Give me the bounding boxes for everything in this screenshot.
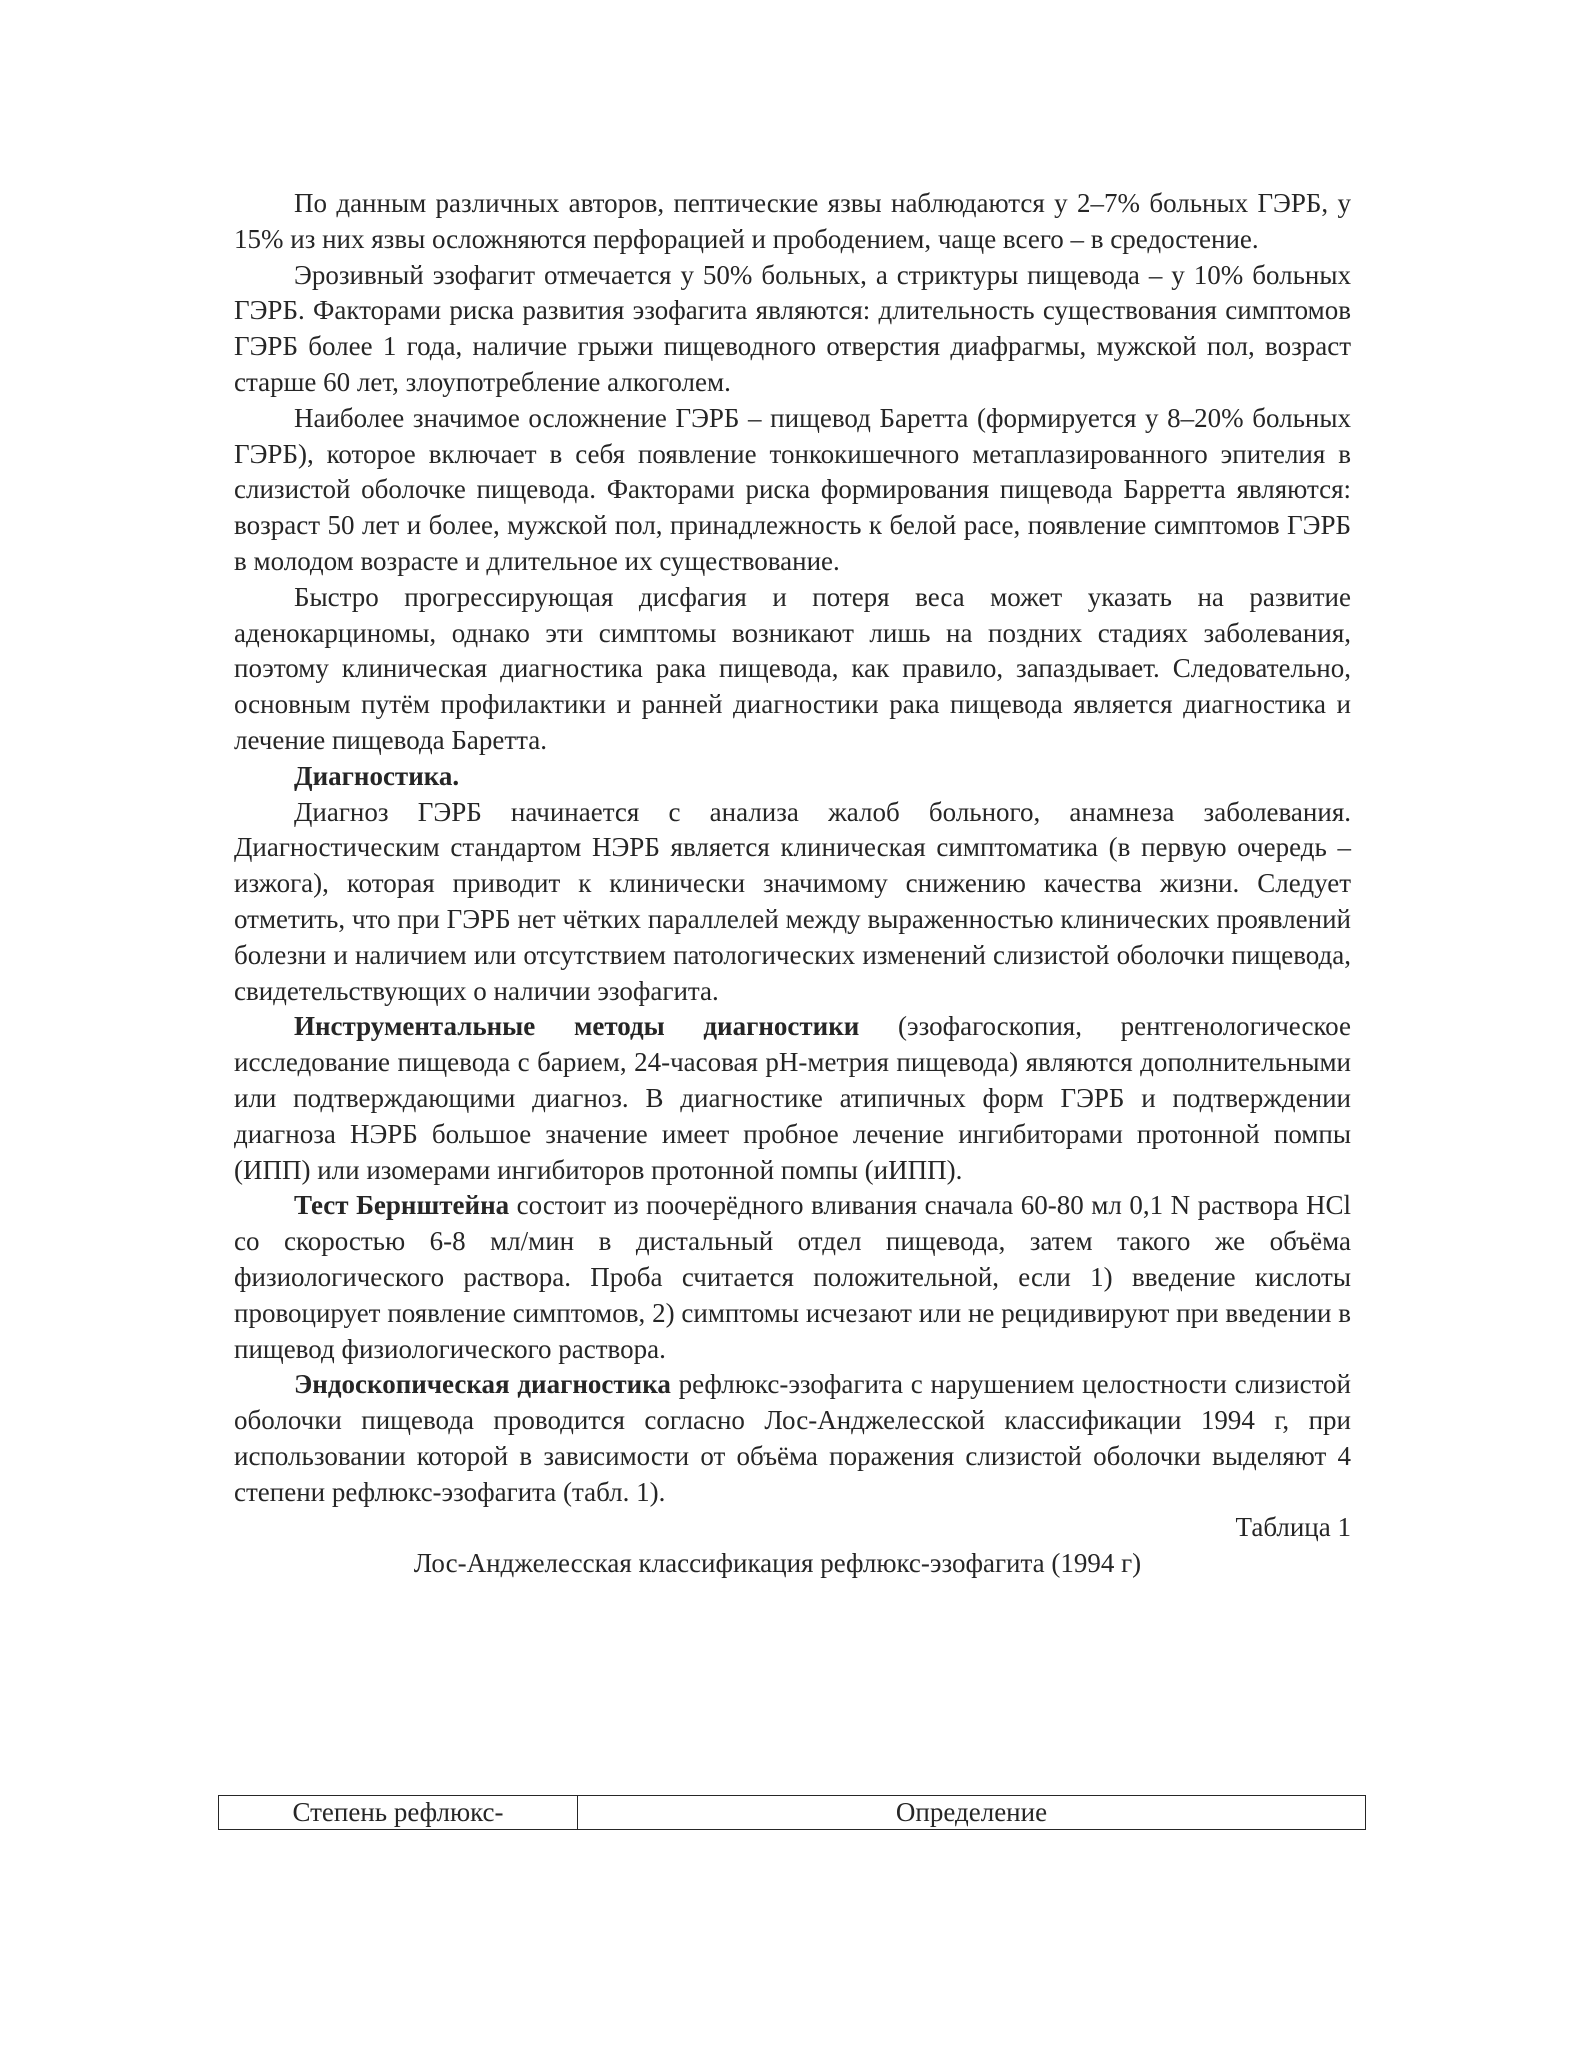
paragraph-instrumental-methods (234, 1009, 1351, 1188)
table-label: Таблица 1 (1235, 1512, 1351, 1543)
bernstein-test-text: состоит из поочерёдного вливания сначала 60-80 мл 0,1 N раствора HCl со скоростью 6-8 мл/мин в дистальный отдел пищевода, затем такого же объёма физиологического раствора. Проба считается положительной, если 1) введение кислоты провоцирует появление симптомов, 2) симптомы исчезают или не рецидивируют при введении в пищевод физиологического раствора. (234, 1190, 1351, 1364)
table-header-grade: Степень рефлюкс- (219, 1796, 578, 1830)
lead-endoscopic-diagnostics: Эндоскопическая диагностика (294, 1369, 671, 1400)
paragraph-dysphagia: Быстро прогрессирующая дисфагия и потеря веса может указать на развитие аденокарциномы, однако эти симптомы возникают лишь на поздних стадиях заболевания, поэтому клиническая диагностика рака пищевода, как правило, запаздывает. Следовательно, основным путём профилактики и ранней диагностики рака пищевода является диагностика и лечение пищевода Баретта. (234, 581, 1351, 755)
endoscopic-diagnostics-text: рефлюкс-эзофагита с нарушением целостности слизистой оболочки пищевода проводится согласно Лос-Анджелесской классификации 1994 г, при использовании которой в зависимости от объёма поражения слизистой оболочки выделяют 4 степени рефлюкс-эзофагита (табл. 1). (234, 1369, 1351, 1507)
paragraph-diagnosis: Диагноз ГЭРБ начинается с анализа жалоб больного, анамнеза заболевания. Диагностическим стандартом НЭРБ является клиническая симптоматика (в первую очередь – изжога), которая приводит к клинически значимому снижению качества жизни. Следует отметить, что при ГЭРБ нет чётких параллелей между выраженностью клинических проявлений болезни и наличием или отсутствием патологических изменений слизистой оболочки пищевода, свидетельствующих о наличии эзофагита. (234, 796, 1351, 1006)
instrumental-methods-text: (эзофагоскопия, рентгенологическое исследование пищевода с барием, 24-часовая рН-метрия пищевода) являются дополнительными или подтверждающими диагноз. В диагностике атипичных форм ГЭРБ и подтверждении диагноза НЭРБ большое значение имеет пробное лечение ингибиторами протонной помпы (ИПП) или изомерами ингибиторов протонной помпы (иИПП). (234, 1011, 1351, 1185)
paragraph-barrett-esophagus: Наиболее значимое осложнение ГЭРБ – пищевод Баретта (формируется у 8–20% больных ГЭРБ), которое включает в себя появление тонкокишечного метаплазированного эпителия в слизистой оболочке пищевода. Факторами риска формирования пищевода Барретта являются: возраст 50 лет и более, мужской пол, принадлежность к белой расе, появление симптомов ГЭРБ в молодом возрасте и длительное их существование. (234, 402, 1351, 576)
table-title: Лос-Анджелесская классификация рефлюкс-эзофагита (1994 г) (413, 1548, 1142, 1579)
paragraph-peptic-ulcers: По данным различных авторов, пептические язвы наблюдаются у 2–7% больных ГЭРБ, у 15% из них язвы осложняются перфорацией и прободением, чаще всего – в средостение. (234, 188, 1351, 254)
classification-table (218, 1795, 1366, 1830)
section-heading-diagnostics: Диагностика. (294, 760, 460, 791)
paragraph-erosive-esophagitis: Эрозивный эзофагит отмечается у 50% больных, а стриктуры пищевода – у 10% больных ГЭРБ. Факторами риска развития эзофагита являются: длительность существования симптомов ГЭРБ более 1 года, наличие грыжи пищеводного отверстия диафрагмы, мужской пол, возраст старше 60 лет, злоупотребление алкоголем. (234, 259, 1351, 397)
lead-instrumental-methods: Инструментальные методы диагностики (294, 1011, 860, 1042)
paragraph-endoscopic-diagnostics (234, 1367, 1351, 1510)
table-header-row (219, 1796, 1366, 1830)
document-page (234, 186, 1351, 1582)
table-header-definition: Определение (578, 1796, 1366, 1830)
paragraph-bernstein-test (234, 1188, 1351, 1367)
lead-bernstein-test: Тест Бернштейна (294, 1190, 510, 1221)
